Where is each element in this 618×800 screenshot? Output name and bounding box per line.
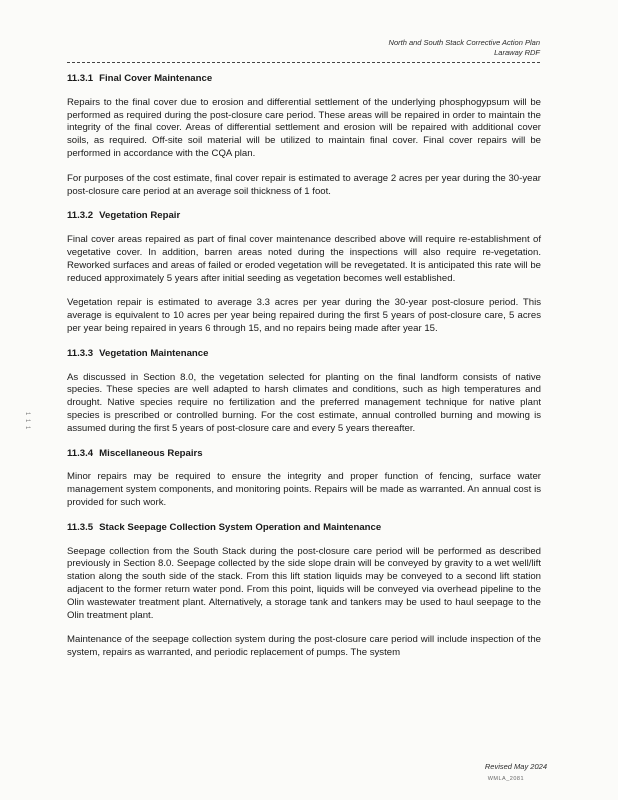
- section-heading: [67, 210, 541, 223]
- header-title: North and South Stack Corrective Action Plan: [388, 38, 540, 47]
- section-number: 11.3.5: [67, 521, 94, 533]
- section-title: Final Cover Maintenance: [99, 73, 213, 84]
- section-title: Vegetation Maintenance: [99, 347, 209, 359]
- section-heading: [67, 348, 541, 361]
- paragraph: Final cover areas repaired as part of final cover maintenance described above will require re-establishment of vegetative cover. In addition, barren areas noted during the inspections will also require re-vegetation. Reworked surfaces and areas of failed or eroded vegetation will be revegetated. It is anticipated this rate will be reduced approximately 5 years after initial seeding as vegetation becomes well established.: [67, 234, 541, 284]
- section-number: 11.3.4: [67, 447, 94, 459]
- margin-mark: 1 1 1: [24, 412, 30, 431]
- section-title: Stack Seepage Collection System Operation and Maintenance: [99, 521, 382, 533]
- section-heading: [67, 448, 541, 461]
- running-header: [389, 38, 540, 58]
- paragraph: Seepage collection from the South Stack during the post-closure care period will be performed as described previously in Section 8.0. Seepage collected by the side slope drain will be conveyed by gravity to a wet well/lift station along the south side of the stack. From this lift station liquids may be conveyed to a second lift station adjacent to the former return water pond. From this point, liquids will be conveyed via overhead pipeline to the Olin wastewater treatment plant. Alternatively, a storage tank and tankers may be used to haul seepage to the Olin treatment plant.: [67, 545, 541, 621]
- paragraph: Repairs to the final cover due to erosion and differential settlement of the underlying phosphogypsum will be performed as required during the post-closure care period. These areas will be repaired in order to maintain the integrity of the final cover. Areas of differential settlement and erosion will be repaired with additional cover soils, as required. Off-site soil material will be utilized to maintain final cover. Final cover repairs will be performed in accordance with the CQA plan.: [67, 96, 541, 159]
- section-number: 11.3.2: [67, 210, 94, 222]
- paragraph: Maintenance of the seepage collection system during the post-closure care period will include inspection of the system, repairs as warranted, and periodic replacement of pumps. The system: [67, 634, 541, 659]
- section-number: 11.3.3: [67, 347, 94, 359]
- revision-date: Revised May 2024: [484, 762, 547, 771]
- paragraph: Minor repairs may be required to ensure the integrity and proper function of fencing, surface water management system components, and monitoring points. Repairs will be made as warranted. An annual cost is provided for such work.: [67, 471, 541, 508]
- section-title: Vegetation Repair: [99, 210, 181, 222]
- paragraph: For purposes of the cost estimate, final cover repair is estimated to average 2 acres per year during the 30-year post-closure care period at an average soil thickness of 1 foot.: [67, 172, 541, 197]
- paragraph: Vegetation repair is estimated to average 3.3 acres per year during the 30-year post-closure period. This average is equivalent to 10 acres per year being repaired during the first 5 years of post-closure care, 5 acres per year being repaired in years 6 through 15, and no repairs being made after year 15.: [67, 297, 541, 334]
- section-heading: [67, 73, 541, 86]
- document-body: [67, 73, 541, 672]
- section-heading: [67, 522, 541, 535]
- header-site: Laraway RDF: [494, 48, 540, 57]
- document-code: WMLA_2081: [487, 776, 524, 782]
- section-title: Miscellaneous Repairs: [99, 447, 203, 459]
- header-rule: [67, 62, 540, 63]
- section-number: 11.3.1: [67, 73, 94, 84]
- paragraph: As discussed in Section 8.0, the vegetation selected for planting on the final landform consists of native species. These species are well adapted to harsh climates and conditions, such as high temperatures and drought. Native species require no fertilization and the preferred management technique for native plant species is prescribed or controlled burning. For the cost estimate, annual controlled burning and mowing is assumed during the first 5 years of post-closure care and every 5 years thereafter.: [67, 371, 541, 434]
